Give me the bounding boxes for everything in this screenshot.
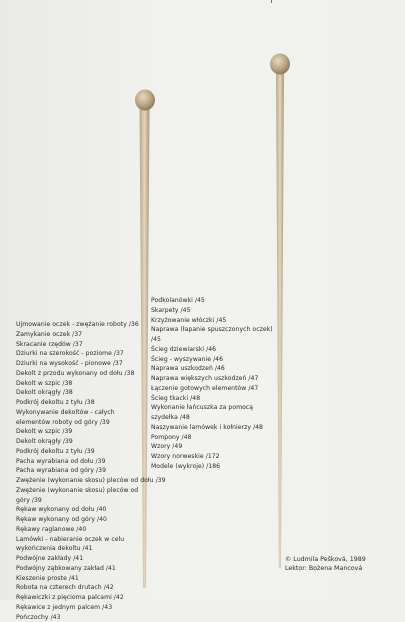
toc-entry: Naprawa uszkodzeń /46 xyxy=(151,364,273,374)
credits xyxy=(285,555,366,573)
toc-entry: Pończochy /43 xyxy=(16,613,166,622)
toc-entry: Krzyżowanie włóczki /45 xyxy=(151,316,273,326)
toc-entry: Pacha wyrabiana od dołu /39 xyxy=(16,457,166,467)
toc-entry: Rękawice z jednym palcem /43 xyxy=(16,603,166,613)
toc-entry: Zwężenie (wykonanie skosu) pleców od xyxy=(16,486,166,496)
toc-entry: Dziurki na wysokość - pionowe /37 xyxy=(16,359,166,369)
toc-entry: Rękawy raglanowe /40 xyxy=(16,525,166,535)
toc-entry: Ujmowanie oczek - zwężanie roboty /36 xyxy=(16,320,166,330)
table-of-contents-right-column xyxy=(151,296,273,472)
toc-entry: góry /39 xyxy=(16,496,166,506)
toc-entry: Rękawiczki z pięcioma palcami /42 xyxy=(16,593,166,603)
toc-entry: Naszywanie lamówek i kołnierzy /48 xyxy=(151,423,273,433)
toc-entry: Ścieg - wyszywanie /46 xyxy=(151,355,273,365)
toc-entry: Podkrój dekoltu z tyłu /38 xyxy=(16,398,166,408)
toc-entry: Łączenie gotowych elementów /47 xyxy=(151,384,273,394)
toc-entry: Podwójny ząbkowany zakład /41 xyxy=(16,564,166,574)
toc-entry: Dekolt z przodu wykonany od dołu /38 xyxy=(16,369,166,379)
toc-entry: Dekolt w szpic /38 xyxy=(16,379,166,389)
toc-entry: Wzory /49 xyxy=(151,442,273,452)
table-of-contents-left-column xyxy=(16,320,166,622)
copyright-line: © Ludmila Pešková, 1989 xyxy=(285,555,366,564)
toc-entry: Podwójne zakłady /41 xyxy=(16,554,166,564)
right-knitting-needle xyxy=(270,54,290,569)
toc-entry: Podkrój dekoltu z tyłu /39 xyxy=(16,447,166,457)
toc-entry: szydełka /48 xyxy=(151,413,273,423)
toc-entry: /45 xyxy=(151,335,273,345)
toc-entry: Dekolt okrągły /39 xyxy=(16,437,166,447)
toc-entry: Dekolt w szpic /39 xyxy=(16,427,166,437)
toc-entry: Naprawa (łapanie spuszczonych oczek) xyxy=(151,325,273,335)
print-speck xyxy=(271,0,272,3)
toc-entry: Wykonywanie dekoltów - całych xyxy=(16,408,166,418)
toc-entry: Ścieg tkacki /48 xyxy=(151,394,273,404)
toc-entry: Wzory norweskie /172 xyxy=(151,452,273,462)
toc-entry: Dekolt okrągły /38 xyxy=(16,388,166,398)
toc-entry: Modele (wykroje) /186 xyxy=(151,462,273,472)
toc-entry: elementów roboty od góry /39 xyxy=(16,418,166,428)
toc-entry: Skarpety /45 xyxy=(151,306,273,316)
toc-entry: Ścieg dziewiarski /46 xyxy=(151,345,273,355)
toc-entry: Naprawa większych uszkodzeń /47 xyxy=(151,374,273,384)
toc-entry: wykończenia dekoltu /41 xyxy=(16,544,166,554)
toc-entry: Zwężenie (wykonanie skosu) pleców od dołu /39 xyxy=(16,476,166,486)
toc-entry: Skracanie rzędów /37 xyxy=(16,340,166,350)
toc-entry: Dziurki na szerokość - poziome /37 xyxy=(16,349,166,359)
toc-entry: Pompony /48 xyxy=(151,433,273,443)
toc-entry: Lamówki - nabieranie oczek w celu xyxy=(16,535,166,545)
toc-entry: Kieszenie proste /41 xyxy=(16,574,166,584)
toc-entry: Zamykanie oczek /37 xyxy=(16,330,166,340)
toc-entry: Wykonanie łańcuszka za pomocą xyxy=(151,403,273,413)
lector-line: Lektor: Bożena Mancová xyxy=(285,564,366,573)
toc-entry: Robota na czterech drutach /42 xyxy=(16,583,166,593)
toc-entry: Rękaw wykonany od dołu /40 xyxy=(16,505,166,515)
toc-entry: Pacha wyrabiana od góry /39 xyxy=(16,466,166,476)
toc-entry: Podkolanówki /45 xyxy=(151,296,273,306)
toc-entry: Rękaw wykonany od góry /40 xyxy=(16,515,166,525)
